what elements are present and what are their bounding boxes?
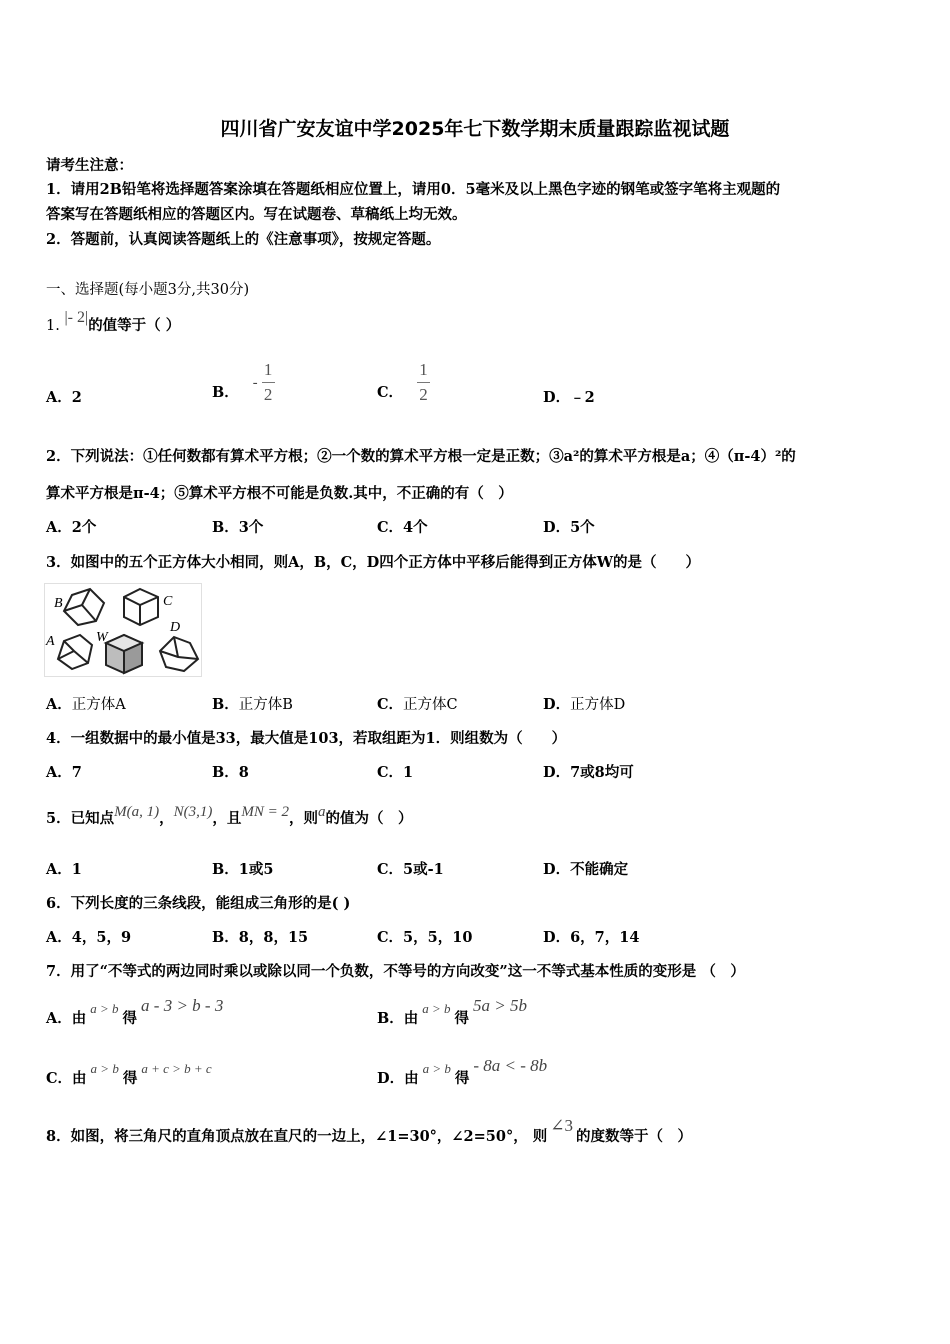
q2-option-d[interactable]: D．5个 — [543, 519, 595, 536]
q3-option-b[interactable]: B．正方体B — [212, 696, 293, 713]
q2-option-a[interactable]: A．2个 — [46, 519, 97, 536]
q8-angle-3: ∠3 — [550, 1116, 574, 1135]
q1-option-b[interactable]: B．- $\frac{1}{2}$ — [212, 360, 275, 405]
cube-label-c: C — [163, 594, 173, 609]
notice-line-1: 1．请用2B铅笔将选择题答案涂填在答题纸相应位置上，请用0．5毫米及以上黑色字迹的钢笔或签字笔将主观题的 — [46, 181, 781, 198]
q4-stem: 4．一组数据中的最小值是33，最大值是103，若取组距为1．则组数为（ ） — [46, 730, 567, 747]
q4-option-c[interactable]: C．1 — [377, 764, 414, 781]
q6-option-d[interactable]: D．6，7，14 — [543, 929, 640, 946]
q6-option-b[interactable]: B．8，8，15 — [212, 929, 309, 946]
q5-option-b[interactable]: B．1或5 — [212, 861, 274, 878]
q7-stem: 7．用了“不等式的两边同时乘以或除以同一个负数，不等号的方向改变”这一不等式基本性质的变形是 （ ） — [46, 963, 745, 980]
q6-stem: 6．下列长度的三条线段，能组成三角形的是( ) — [46, 895, 351, 912]
cube-label-b: B — [54, 596, 63, 611]
cube-w — [106, 635, 142, 673]
cube-label-d: D — [170, 620, 181, 635]
q3-stem: 3．如图中的五个正方体大小相同，则A，B，C，D四个正方体中平移后能得到正方体W的是（ ） — [46, 554, 700, 571]
q8-stem: 8．如图，将三角尺的直角顶点放在直尺的一边上，∠1=30°，∠2=50°， 则∠3的度数等于（ ） — [46, 1116, 693, 1145]
section-heading: 一、选择题(每小题3分,共30分) — [46, 282, 250, 298]
q1-option-d[interactable]: D．﹣2 — [543, 389, 595, 406]
q1 — [46, 309, 181, 335]
q1-option-a[interactable]: A．2 — [46, 389, 82, 406]
q3-option-d[interactable]: D．正方体D — [543, 696, 626, 713]
notice-line-2: 答案写在答题纸相应的答题区内。写在试题卷、草稿纸上均无效。 — [46, 206, 467, 223]
q1-number: 1. — [46, 318, 60, 334]
q4-option-d[interactable]: D．7或8均可 — [543, 764, 634, 781]
q1-stem: 的值等于（ ） — [88, 317, 181, 334]
page-title: 四川省广安友谊中学2025年七下数学期末质量跟踪监视试题 — [220, 118, 730, 140]
cube-label-w: W — [96, 630, 108, 645]
q3-cube-figure — [44, 583, 202, 677]
q4-option-b[interactable]: B．8 — [212, 764, 249, 781]
q7-option-b[interactable]: B．由a > b得5a > 5b — [377, 996, 528, 1027]
q3-option-a[interactable]: A．正方体A — [46, 696, 126, 713]
notice-line-3: 2．答题前，认真阅读答题纸上的《注意事项》，按规定答题。 — [46, 231, 441, 248]
q2-option-c[interactable]: C．4个 — [377, 519, 428, 536]
q1-option-c[interactable]: C． $\frac{1}{2}$ — [377, 360, 430, 405]
q3-option-c[interactable]: C．正方体C — [377, 696, 458, 713]
cube-label-a: A — [46, 634, 55, 649]
q5-distance: MN = 2 — [241, 804, 289, 820]
q6-option-c[interactable]: C．5，5，10 — [377, 929, 473, 946]
q5-stem: 5．已知点M(a, 1)，N(3,1)，且MN = 2，则a的值为（ ） — [46, 804, 413, 827]
q7-option-c[interactable]: C．由a > b得a + c > b + c — [46, 1061, 212, 1087]
q2-option-b[interactable]: B．3个 — [212, 519, 264, 536]
q5-option-c[interactable]: C．5或-1 — [377, 861, 444, 878]
q7-option-a[interactable]: A．由a > b得a - 3 > b - 3 — [46, 996, 224, 1027]
q5-option-d[interactable]: D．不能确定 — [543, 861, 629, 878]
q7-option-d[interactable]: D．由a > b得- 8a < - 8b — [377, 1056, 548, 1087]
q5-point-m: M(a, 1) — [114, 804, 160, 820]
q1-expression: |- 2| — [64, 309, 89, 326]
q5-point-n: N(3,1) — [173, 804, 213, 820]
q5-variable-a: a — [317, 804, 326, 820]
q2-stem-line-1: 2．下列说法：①任何数都有算术平方根；②一个数的算术平方根一定是正数；③a²的算术平方根是a；④（π-4）²的 — [46, 448, 796, 465]
q4-option-a[interactable]: A．7 — [46, 764, 82, 781]
q2-stem-line-2: 算术平方根是π-4；⑤算术平方根不可能是负数.其中，不正确的有（ ） — [46, 485, 513, 502]
notice-heading: 请考生注意： — [46, 157, 133, 174]
q6-option-a[interactable]: A．4，5，9 — [46, 929, 132, 946]
q5-option-a[interactable]: A．1 — [46, 861, 82, 878]
